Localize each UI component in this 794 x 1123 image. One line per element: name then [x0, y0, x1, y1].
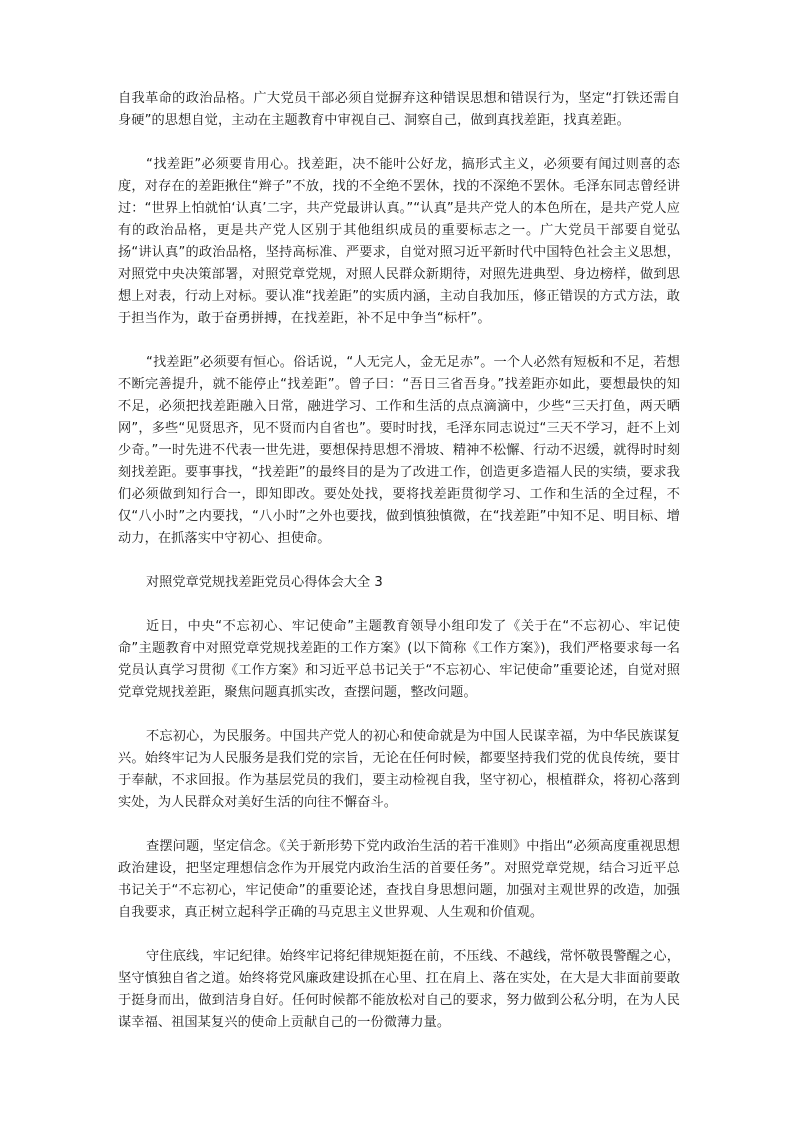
paragraph-gap	[118, 550, 680, 572]
paragraph-gap	[118, 814, 680, 836]
paragraph-3: “找差距”必须要有恒心。俗话说，“人无完人，金无足赤”。一个人必然有短板和不足，若想不断完善提升，就不能停止“找差距”。曾子曰：“吾日三省吾身。”找差距亦如此，要想最快的知不足，必须把找差距融入日常，融进学习、工作和生活的点点滴滴中，少些“三天打鱼，两天晒网”，多些“见贤思齐，见不贤而内自省也”。要时时找，毛泽东同志说过“三天不学习，赶不上刘少奇。”一时先进不代表一世先进，要想保持思想不滑坡、精神不松懈、行动不迟缓，就得时时刻刻找差距。要事事找，“找差距”的最终目的是为了改进工作，创造更多造福人民的实绩，要求我们必须做到知行合一，即知即改。要处处找，要将找差距贯彻学习、工作和生活的全过程，不仅“八小时”之内要找，“八小时”之外也要找，做到慎独慎微，在“找差距”中知不足、明目标、增动力，在抓落实中守初心、担使命。	[118, 355, 680, 546]
paragraph-gap	[118, 594, 680, 616]
paragraph-gap	[118, 924, 680, 946]
section-paragraph-2: 不忘初心，为民服务。中国共产党人的初心和使命就是为中国人民谋幸福，为中华民族谋复兴。始终牢记为人民服务是我们党的宗旨，无论在任何时候，都要坚持我们党的优良传统，要甘于奉献，不求回报。作为基层党员的我们，要主动检视自我，坚守初心，根植群众，将初心落到实处，为人民群众对美好生活的向往不懈奋斗。	[118, 729, 680, 810]
section-paragraph-4: 守住底线，牢记纪律。始终牢记将纪律规矩挺在前，不压线、不越线，常怀敬畏警醒之心，坚守慎独自省之道。始终将党风廉政建设抓在心里、扛在肩上、落在实处，在大是大非面前要敢于挺身而出，做到洁身自好。任何时候都不能放松对自己的要求，努力做到公私分明，在为人民谋幸福、祖国某复兴的使命上贡献自己的一份微薄力量。	[118, 949, 680, 1030]
section-title: 对照党章党规找差距党员心得体会大全 3	[146, 575, 383, 590]
paragraph-gap	[118, 704, 680, 726]
paragraph-1: 自我革命的政治品格。广大党员干部必须自觉摒弃这种错误思想和错误行为，坚定“打铁还需自身硬”的思想自觉，主动在主题教育中审视自己、洞察自己，做到真找差距，找真差距。	[118, 91, 680, 128]
section-paragraph-3: 查摆问题，坚定信念。《关于新形势下党内政治生活的若干准则》中指出“必须高度重视思想政治建设，把坚定理想信念作为开展党内政治生活的首要任务”。对照党章党规，结合习近平总书记关于“不忘初心，牢记使命”的重要论述，查找自身思想问题，加强对主观世界的改造，加强自我要求，真正树立起科学正确的马克思主义世界观、人生观和价值观。	[118, 839, 680, 920]
section-paragraph-1: 近日，中央“不忘初心、牢记使命”主题教育领导小组印发了《关于在“不忘初心、牢记使命”主题教育中对照党章党规找差距的工作方案》(以下简称《工作方案》)，我们严格要求每一名党员认真学习贯彻《工作方案》和习近平总书记关于“不忘初心、牢记使命”重要论述，自觉对照党章党规找差距，聚焦问题真抓实改，查摆问题，整改问题。	[118, 619, 680, 700]
paragraph-gap	[118, 330, 680, 352]
paragraph-gap	[118, 132, 680, 154]
document-page	[118, 88, 680, 1034]
paragraph-2: “找差距”必须要肯用心。找差距，决不能叶公好龙，搞形式主义，必须要有闻过则喜的态度，对存在的差距揪住“辫子”不放，找的不全绝不罢休，找的不深绝不罢休。毛泽东同志曾经讲过：“世界上怕就怕‘认真’二字，共产党最讲认真。”“认真”是共产党人的本色所在，是共产党人应有的政治品格，更是共产党人区别于其他组织成员的重要标志之一。广大党员干部要自觉弘扬“讲认真”的政治品格，坚持高标准、严要求，自觉对照习近平新时代中国特色社会主义思想，对照党中央决策部署，对照党章党规，对照人民群众新期待，对照先进典型、身边榜样，做到思想上对表，行动上对标。要认准“找差距”的实质内涵，主动自我加压，修正错误的方式方法，敢于担当作为，敢于奋勇拼搏，在找差距，补不足中争当“标杆”。	[118, 157, 680, 326]
